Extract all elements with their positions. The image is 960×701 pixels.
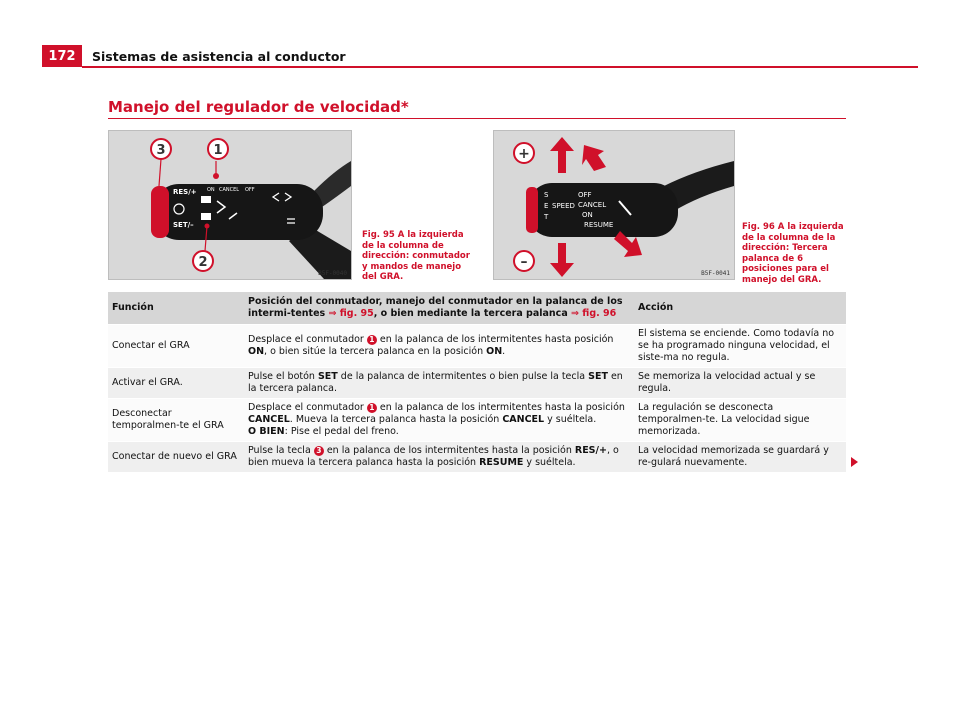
- turn-signal-lever-illustration: [109, 131, 351, 279]
- cell-posicion: Pulse la tecla 3 en la palanca de los intermitentes hasta la posición RES/+, o bien mueva la tercera palanca hasta la posición RESUME y suéltela.: [244, 442, 634, 473]
- figure-95-caption: Fig. 95 A la izquierda de la columna de dirección: conmutador y mandos de manejo del GRA.: [362, 230, 470, 282]
- svg-text:T: T: [544, 213, 549, 221]
- header-posicion: Posición del conmutador, manejo del conmutador en la palanca de los intermi-tentes ⇒ fig. 95, o bien mediante la tercera palanca ⇒ fig. 96: [244, 292, 634, 325]
- cell-funcion: Desconectar temporalmen-te el GRA: [108, 399, 244, 442]
- table-row: [108, 399, 846, 442]
- off-label: OFF: [245, 187, 255, 193]
- continue-arrow-icon: [851, 457, 858, 467]
- set-rocker-button: [151, 186, 169, 238]
- callout-number-badge: 1: [367, 335, 377, 345]
- cell-accion: La velocidad memorizada se guardará y re-gulará nuevamente.: [634, 442, 846, 473]
- header-rule: [82, 66, 918, 68]
- cell-posicion: Desplace el conmutador 1 en la palanca de los intermitentes hasta posición ON, o bien sitúe la tercera palanca en la posición ON.: [244, 325, 634, 368]
- svg-text:–: –: [520, 254, 528, 270]
- header-funcion: Función: [108, 292, 244, 325]
- table-row: [108, 368, 846, 399]
- svg-text:1: 1: [213, 143, 223, 158]
- svg-text:+: +: [518, 146, 530, 162]
- svg-text:ON: ON: [582, 211, 593, 219]
- svg-text:RESUME: RESUME: [584, 221, 614, 229]
- cruise-lever-illustration: [494, 131, 734, 279]
- light-icon: [201, 196, 211, 203]
- section-title: Manejo del regulador de velocidad*: [108, 98, 409, 116]
- svg-text:SPEED: SPEED: [552, 202, 575, 210]
- arrow-pull-icon: [582, 145, 606, 171]
- cell-funcion: Activar el GRA.: [108, 368, 244, 399]
- svg-text:E: E: [544, 202, 549, 210]
- svg-text:S: S: [544, 191, 549, 199]
- on-label: ON: [207, 187, 215, 193]
- svg-text:CANCEL: CANCEL: [578, 201, 607, 209]
- figure-96-caption: Fig. 96 A la izquierda de la columna de la dirección: Tercera palanca de 6 posiciones para el manejo del GRA.: [742, 222, 844, 285]
- cruise-control-table: [108, 292, 846, 472]
- chapter-title: Sistemas de asistencia al conductor: [92, 49, 346, 64]
- figure-95-image: [108, 130, 352, 280]
- cancel-label: CANCEL: [219, 187, 240, 193]
- res-label: RES/+: [173, 188, 197, 196]
- set-side-button: [526, 187, 538, 233]
- arrow-up-icon: [550, 137, 574, 173]
- fig95-link[interactable]: ⇒ fig. 95: [328, 308, 374, 319]
- callout-number-badge: 1: [367, 403, 377, 413]
- callout-number-badge: 3: [314, 446, 324, 456]
- cell-posicion: Pulse el botón SET de la palanca de intermitentes o bien pulse la tecla SET en la tercera palanca.: [244, 368, 634, 399]
- cell-accion: Se memoriza la velocidad actual y se regula.: [634, 368, 846, 399]
- cell-accion: El sistema se enciende. Como todavía no se ha programado ninguna velocidad, el siste-ma no regula.: [634, 325, 846, 368]
- arrow-down-icon: [550, 243, 574, 277]
- cell-funcion: Conectar el GRA: [108, 325, 244, 368]
- figure-96-code: B5F-0041: [701, 270, 730, 277]
- svg-text:OFF: OFF: [578, 191, 592, 199]
- beam-icon: [201, 213, 211, 220]
- figure-95-code: B5F-0040: [318, 270, 347, 277]
- table-header-row: [108, 292, 846, 325]
- table-row: [108, 442, 846, 473]
- svg-text:3: 3: [156, 143, 166, 158]
- page-number: 172: [42, 45, 82, 67]
- set-label: SET/–: [173, 221, 194, 229]
- fig96-link[interactable]: ⇒ fig. 96: [571, 308, 617, 319]
- svg-text:2: 2: [198, 255, 208, 270]
- table-row: [108, 325, 846, 368]
- figure-96-image: [493, 130, 735, 280]
- cell-accion: La regulación se desconecta temporalmen-te. La velocidad sigue memorizada.: [634, 399, 846, 442]
- cell-posicion: Desplace el conmutador 1 en la palanca de los intermitentes hasta la posición CANCEL. Mueva la tercera palanca hasta la posición CANCEL y suéltela. O BIEN: Pise el pedal del freno.: [244, 399, 634, 442]
- section-rule: [108, 118, 846, 119]
- header-accion: Acción: [634, 292, 846, 325]
- cell-funcion: Conectar de nuevo el GRA: [108, 442, 244, 473]
